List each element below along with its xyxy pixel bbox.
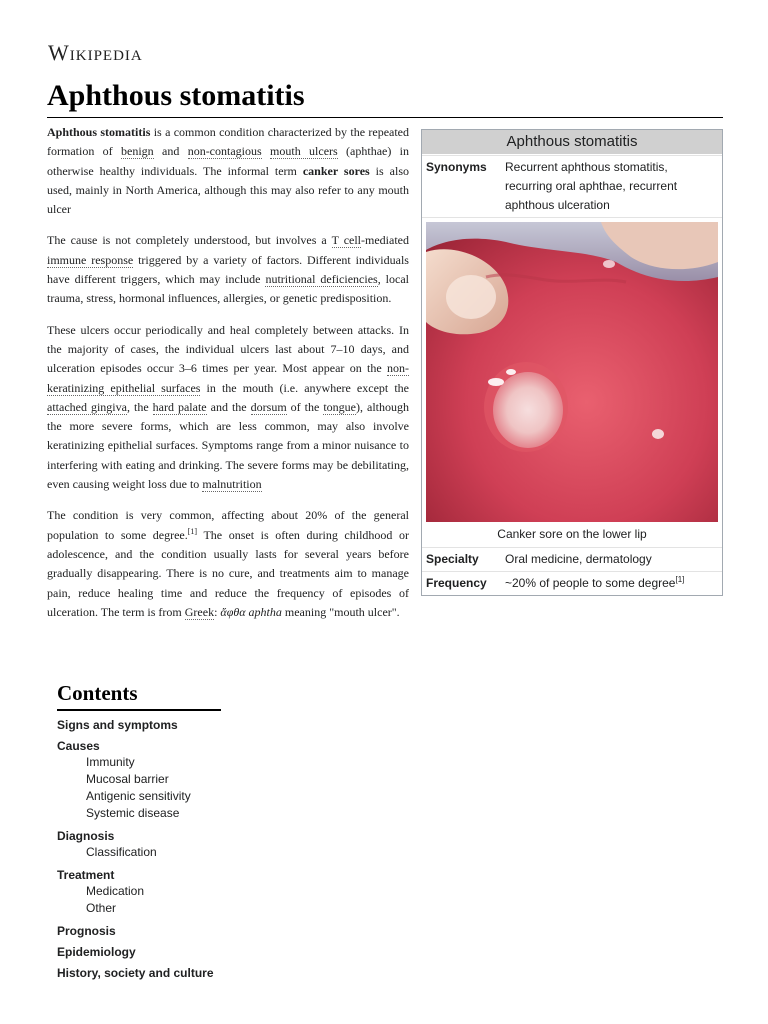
text: of the [286,399,324,414]
infobox-value: Recurrent aphthous stomatitis, recurring oral aphthae, recurrent aphthous ulceration [505,160,678,212]
infobox [421,129,723,596]
title-divider [47,117,723,118]
infobox-row-synonyms [422,155,722,217]
toc-sublist [57,883,257,917]
toc-link[interactable]: Signs and symptoms [57,718,178,732]
toc-item [57,718,257,732]
link-malnutrition[interactable]: malnutrition [202,477,262,492]
text: The onset is often during childhood or adolescence, and the condition usually lasts for several years before gradually disappearing. There is no cure, and treatments aim to manage pain, reduce healing time and reduce the frequency of episodes of ulceration. The term is from [47,527,410,619]
toc-link[interactable]: Treatment [57,868,115,882]
toc-list [57,718,257,980]
text: and the [206,399,251,414]
toc-sublist [57,844,257,861]
infobox-rows-top [422,155,722,217]
toc-item [57,924,257,938]
text: The condition is very common, affecting about 20% of the general population to some degree. [47,508,409,542]
link-nutritional-deficiencies[interactable]: nutritional deficiencies [265,272,378,287]
text: (aphthae) in otherwise healthy individuals. The informal term [47,144,410,178]
wikipedia-logo[interactable]: Wikipedia [48,40,143,65]
text: and [153,144,188,159]
infobox-rows-bottom [422,547,722,595]
text: , local trauma, stress, hormonal influences, allergies, or genetic predisposition. [47,272,409,306]
toc-sublink[interactable]: Immunity [86,755,135,769]
toc-item [57,966,257,980]
page-title: Aphthous stomatitis [47,79,305,112]
text: These ulcers occur periodically and heal completely between attacks. In the majority of cases, the individual ulcers last about 7–10 days, and ulceration episodes occur 3–6 times per year. Most appear on the [47,322,409,376]
toc-sublink[interactable]: Medication [86,884,145,898]
text: in the mouth (i.e. anywhere except the [200,380,409,395]
link-attached-gingiva[interactable]: attached gingiva [47,399,127,414]
link-mouth-ulcers[interactable]: mouth ulcers [270,144,338,159]
text: is also used, mainly in North America, although this may also refer to any mouth ulcer [47,163,409,217]
link-non-contagious[interactable]: non-contagious [187,144,262,159]
canker-sore-photo[interactable] [426,222,718,522]
infobox-image[interactable] [422,217,722,522]
table-of-contents [57,680,257,980]
text: , the [126,399,153,414]
infobox-caption: Canker sore on the lower lip [422,522,722,547]
toc-link[interactable]: History, society and culture [57,966,214,980]
text [262,144,270,158]
infobox-title: Aphthous stomatitis [422,130,722,155]
text: meaning "mouth ulcer". [281,604,400,619]
infobox-row-frequency [422,571,722,595]
link-immune-response[interactable]: immune response [47,252,134,267]
text: is a common condition characterized by the repeated formation of [47,125,410,159]
reference-link[interactable]: [1] [187,526,198,536]
bold-term: canker sores [302,163,370,178]
link-dorsum[interactable]: dorsum [250,399,287,414]
toc-link[interactable]: Epidemiology [57,945,136,959]
toc-sublist [57,754,257,822]
text: -mediated [361,233,409,248]
toc-link[interactable]: Prognosis [57,924,116,938]
infobox-value [505,574,718,593]
infobox-label: Frequency [426,576,487,590]
article-body [47,123,723,622]
toc-item [57,945,257,959]
toc-item [57,739,257,822]
infobox-value: Oral medicine, dermatology [505,552,652,566]
text: : [214,604,221,619]
text: The cause is not completely understood, but involves a [47,233,332,248]
link-t-cell[interactable]: T cell [331,233,362,248]
toc-sublink[interactable]: Mucosal barrier [86,772,169,786]
link-benign[interactable]: benign [121,144,154,159]
link-tongue[interactable]: tongue [323,399,357,414]
toc-sublink[interactable]: Other [86,901,117,915]
link-non-keratinizing-epithelial-surfaces[interactable]: non-keratinizing epithelial surfaces [47,361,409,395]
greek-term: ἄφθα aphtha [220,604,282,619]
link-hard-palate[interactable]: hard palate [152,399,207,414]
infobox-label: Synonyms [426,160,487,174]
toc-sublink[interactable]: Antigenic sensitivity [86,789,191,803]
toc-link[interactable]: Diagnosis [57,829,115,843]
reference-link[interactable]: [1] [675,575,685,584]
infobox-label: Specialty [426,552,479,566]
link-greek[interactable]: Greek [184,604,215,619]
toc-title: Contents [57,680,221,711]
toc-item [57,829,257,861]
toc-item [57,868,257,917]
toc-sublink[interactable]: Systemic disease [86,806,180,820]
bold-term: Aphthous stomatitis [47,125,151,139]
text: ), although the more severe forms, which are less common, may also involve keratinizing epithelial surfaces. Symptoms range from a minor nuisance to interfering with eating and drinking. The severe forms may be debilitating, even causing weight loss due to [47,399,410,492]
toc-sublink[interactable]: Classification [86,845,157,859]
text: triggered by a variety of factors. Different individuals have different triggers, which may include [47,252,409,287]
toc-link[interactable]: Causes [57,739,100,753]
infobox-value-text: ~20% of people to some degree [505,576,676,590]
infobox-row-specialty [422,547,722,571]
